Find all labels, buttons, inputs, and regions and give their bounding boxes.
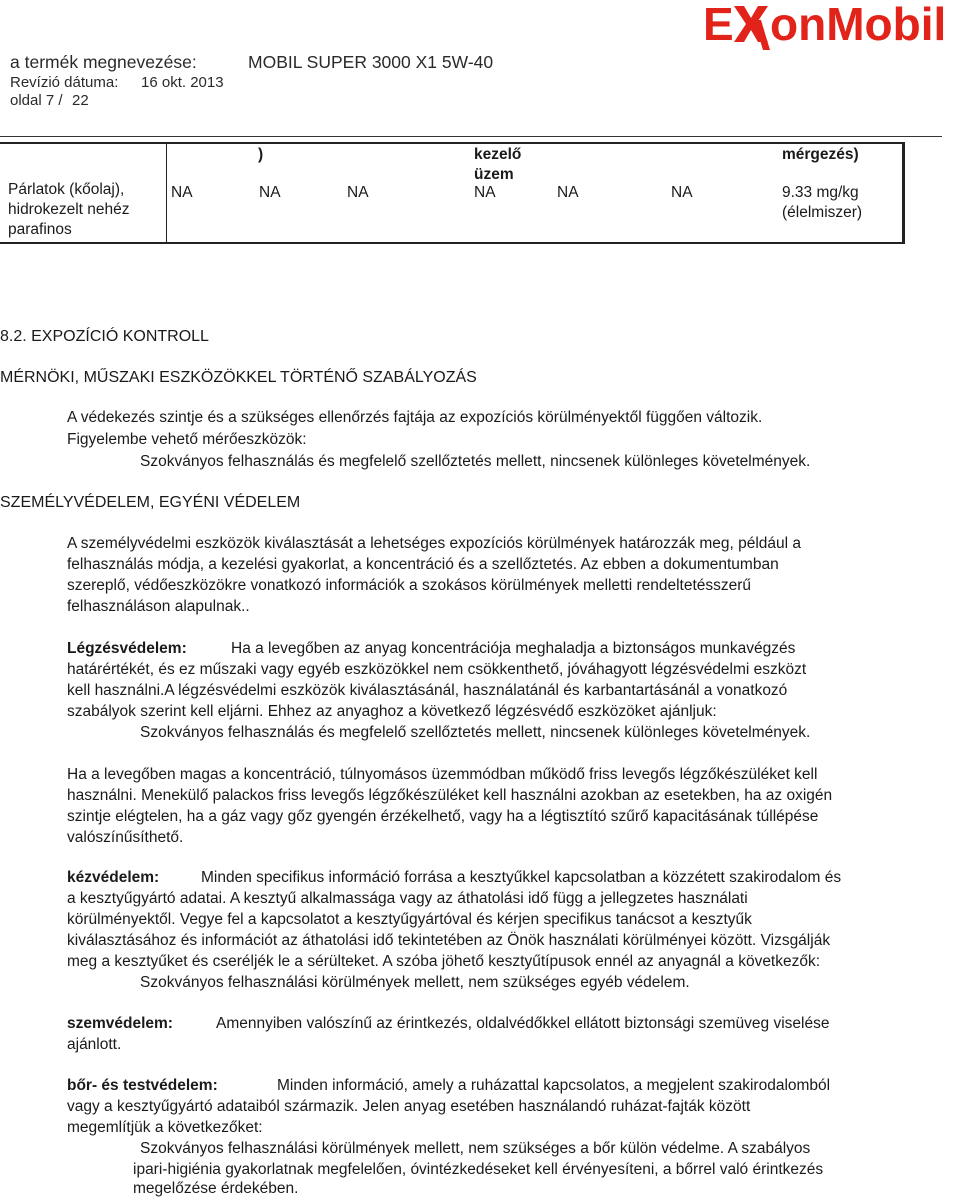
toxicity-table [0,142,905,244]
table-cell-substance-3: parafinos [8,221,72,238]
table-cell-value: NA [347,184,369,201]
skin-protection-label: bőr- és testvédelem: [67,1077,218,1094]
section-title: 8.2. EXPOZÍCIÓ KONTROLL [0,328,209,345]
respiratory-line: kell használni.A légzésvédelmi eszközök kiválasztásánál, használatánál és karbantartásánál a vonatkozó [67,682,788,699]
table-divider [166,142,167,244]
respiratory-recommendation: Szokványos felhasználás és megfelelő szellőztetés mellett, nincsenek különleges követelmények. [140,724,811,741]
respiratory-first-line: Ha a levegőben az anyag koncentrációja meghaladja a biztonságos munkavégzés [231,640,796,657]
engineering-controls-title: MÉRNÖKI, MŰSZAKI ESZKÖZÖKKEL TÖRTÉNŐ SZABÁLYOZÁS [0,369,477,386]
table-cell-value: NA [557,184,579,201]
respiratory2-line: Ha a levegőben magas a koncentráció, túlnyomásos üzemmódban működő friss levegős légzőkészüléket kell [67,766,818,783]
skin-protection-first-line: Minden információ, amely a ruházattal kapcsolatos, a megjelent szakirodalomból [277,1077,831,1094]
table-cell-last-2: (élelmiszer) [782,204,863,221]
revision-date: 16 okt. 2013 [141,74,224,91]
exxonmobil-logo [703,0,960,57]
skin-protection-recommendation: megelőzése érdekében. [133,1180,299,1197]
measurement-label: Figyelembe vehető mérőeszközök: [67,431,307,448]
ppe-line: szereplő, védőeszközökre vonatkozó információk a szokásos körülmények melletti rendeltetésszerű [67,577,752,594]
table-header-col8: mérgezés) [782,146,859,163]
respiratory2-line: valószínűsíthető. [67,829,184,846]
table-cell-value: NA [671,184,693,201]
respiratory2-line: szintje elégtelen, ha a gáz vagy gőz gyengén érzékelhető, vagy ha a légtisztító szűrő kapacitásának túllépése [67,808,819,825]
ppe-title: SZEMÉLYVÉDELEM, EGYÉNI VÉDELEM [0,494,301,511]
revision-label: Revízió dátuma: [10,74,119,91]
table-cell-value: NA [171,184,193,201]
table-header-col5: kezelő üzem [474,146,522,183]
respiratory-line: határértékét, és ez műszaki vagy egyéb eszközökkel nem csökkenthető, jóváhagyott légzésvédelmi eszközt [67,661,807,678]
svg-text:E: E [703,0,734,50]
product-name: MOBIL SUPER 3000 X1 5W-40 [248,52,494,72]
page-label: oldal 7 / [10,92,63,109]
respiratory-label: Légzésvédelem: [67,640,187,657]
header-rule [0,136,942,137]
ppe-line: felhasználás módja, a kezelési gyakorlat, a koncentráció és a szellőztetés. Az ebben a dokumentumban [67,556,779,573]
respiratory2-line: használni. Menekülő palackos friss levegős légzőkészüléket kell használni azokban az esetekben, ha az oxigén [67,787,833,804]
table-header-col2: ) [258,146,264,163]
eye-protection-first-line: Amennyiben valószínű az érintkezés, oldalvédőkkel ellátott biztonsági szemüveg viselése [216,1015,830,1032]
table-cell-substance-1: Párlatok (kőolaj), [8,181,125,198]
ppe-line: A személyvédelmi eszközök kiválasztását a lehetséges expozíciós körülmények határozzák meg, például a [67,535,802,552]
svg-text:onMobil: onMobil [770,0,947,50]
skin-protection-recommendation: Szokványos felhasználási körülmények mellett, nem szükséges a bőr külön védelme. A szabályos [140,1140,811,1157]
table-cell-value: NA [474,184,496,201]
respiratory-line: szabályok szerint kell eljárni. Ehhez az anyaghoz a következő légzésvédő eszközöket ajánljuk: [67,703,717,720]
hand-protection-first-line: Minden specifikus információ forrása a kesztyűkkel kapcsolatban a közzétett szakirodalom és [201,869,842,886]
hand-protection-recommendation: Szokványos felhasználási körülmények mellett, nem szükséges egyéb védelem. [140,974,690,991]
product-name-label: a termék megnevezése: [10,52,197,72]
measurement-text: Szokványos felhasználás és megfelelő szellőztetés mellett, nincsenek különleges követelmények. [140,453,811,470]
hand-protection-label: kézvédelem: [67,869,160,886]
page-total: 22 [72,92,89,109]
eye-protection-line: ajánlott. [67,1036,122,1053]
hand-protection-line: a kesztyűgyártó adatai. A kesztyű alkalmassága vagy az áthatolási idő függ a jellegzetes használati [67,890,748,907]
skin-protection-line: megemlítjük a következőket: [67,1119,263,1136]
skin-protection-recommendation: ipari-higiénia gyakorlatnak megfelelően, óvintézkedéseket kell érvényesíteni, a bőrrel való érintkezés [133,1161,824,1178]
table-cell-substance-2: hidrokezelt nehéz [8,201,130,218]
eye-protection-label: szemvédelem: [67,1015,173,1032]
hand-protection-line: meg a kesztyűket és cseréljék le a sérülteket. A szóba jöhető kesztyűtípusok ennél az anyagnál a következők: [67,953,821,970]
table-cell-last-1: 9.33 mg/kg [782,184,859,201]
hand-protection-line: kiválasztásához és információt az áthatolási idő tekintetében az Önök használati körülményei között. Vizsgálják [67,932,831,949]
skin-protection-line: vagy a kesztyűgyártó adataiból származik. Jelen anyag esetében használandó ruházat-fajták között [67,1098,751,1115]
engineering-paragraph: A védekezés szintje és a szükséges ellenőrzés fajtája az expozíciós körülményektől függően változik. [67,409,763,426]
hand-protection-line: körülményektől. Vegye fel a kapcsolatot a kesztyűgyártóval és kérjen specifikus tanácsot a kesztyűk [67,911,752,928]
table-cell-value: NA [259,184,281,201]
ppe-line: felhasználáson alapulnak.. [67,598,250,615]
